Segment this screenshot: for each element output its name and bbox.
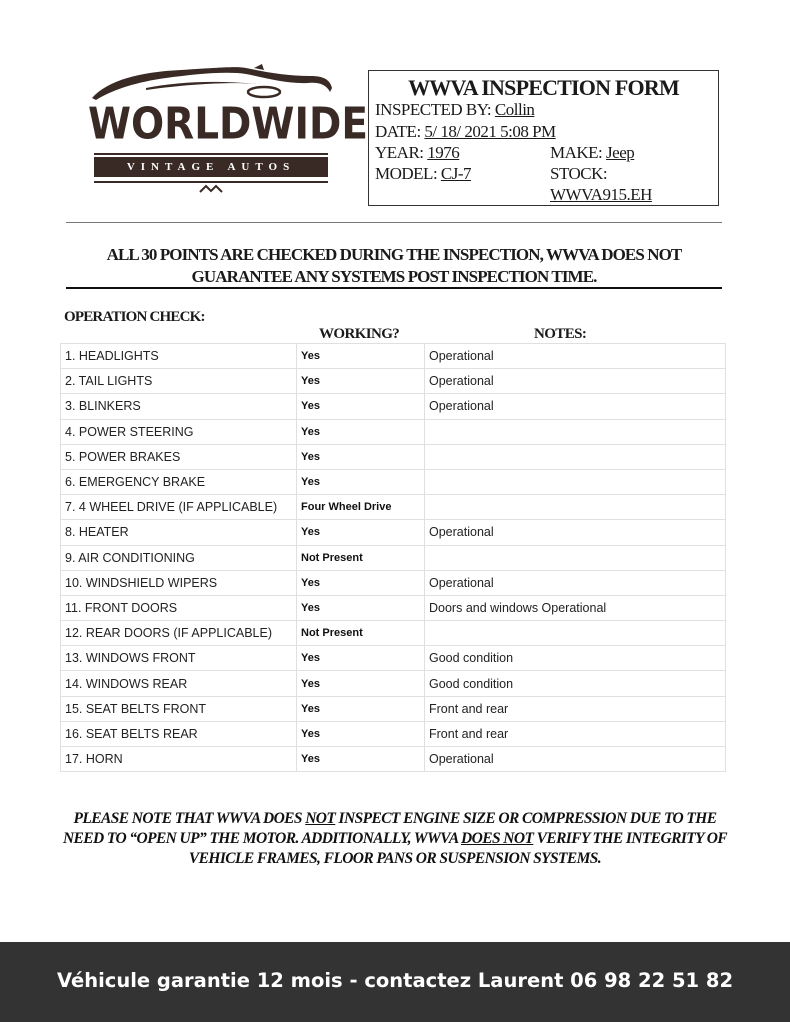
check-notes: Operational (425, 394, 726, 419)
logo-rule-top (94, 153, 328, 155)
check-notes: Doors and windows Operational (425, 595, 726, 620)
table-row (61, 469, 726, 494)
working-status: Yes (297, 520, 425, 545)
working-status: Yes (297, 444, 425, 469)
make-label: MAKE: (550, 143, 603, 162)
stock-value (550, 185, 652, 205)
logo-tagline-band (94, 157, 328, 177)
notice-line-1: ALL 30 POINTS ARE CHECKED DURING THE INSPECTION, WWVA DOES NOT (106, 245, 682, 264)
working-status: Yes (297, 696, 425, 721)
check-item: 9. AIR CONDITIONING (61, 545, 297, 570)
check-item: 17. HORN (61, 747, 297, 772)
working-status: Yes (297, 570, 425, 595)
year-field (375, 143, 459, 163)
inspection-header-box (368, 70, 719, 206)
check-item: 5. POWER BRAKES (61, 444, 297, 469)
inspected-by-field (375, 100, 534, 120)
notice-line-2: GUARANTEE ANY SYSTEMS POST INSPECTION TIME. (191, 267, 597, 286)
notice-rule (66, 287, 722, 289)
inspected-by-label: INSPECTED BY: (375, 100, 492, 119)
table-row (61, 545, 726, 570)
date-field (375, 122, 556, 142)
check-item: 15. SEAT BELTS FRONT (61, 696, 297, 721)
check-item: 1. HEADLIGHTS (61, 344, 297, 369)
working-status: Four Wheel Drive (297, 495, 425, 520)
year-value: 1976 (427, 143, 460, 162)
table-row (61, 721, 726, 746)
car-silhouette-icon (86, 62, 336, 102)
stock-label: STOCK: (550, 164, 608, 183)
check-notes: Operational (425, 570, 726, 595)
table-row (61, 495, 726, 520)
working-column-header: WORKING? (319, 326, 400, 342)
model-value: CJ-7 (440, 164, 472, 183)
logo-wordmark: WORLDWIDE (88, 99, 368, 150)
year-label: YEAR: (375, 143, 424, 162)
disclaimer-part-1: PLEASE NOTE THAT WWVA DOES (73, 810, 306, 827)
working-status: Yes (297, 369, 425, 394)
inspection-notice (66, 244, 722, 288)
logo-tagline: VINTAGE AUTOS (126, 161, 296, 173)
working-status: Yes (297, 721, 425, 746)
date-label: DATE: (375, 122, 421, 141)
table-row (61, 595, 726, 620)
disclaimer (60, 809, 730, 869)
working-status: Not Present (297, 545, 425, 570)
table-row (61, 671, 726, 696)
footer-banner (0, 942, 790, 1022)
check-notes: Operational (425, 747, 726, 772)
stock-number: WWVA915.EH (550, 185, 652, 204)
check-notes (425, 469, 726, 494)
check-notes (425, 621, 726, 646)
check-item: 13. WINDOWS FRONT (61, 646, 297, 671)
check-notes: Operational (425, 344, 726, 369)
table-row (61, 696, 726, 721)
header-divider (66, 222, 722, 223)
check-item: 2. TAIL LIGHTS (61, 369, 297, 394)
check-notes: Good condition (425, 646, 726, 671)
date-value: 5/ 18/ 2021 5:08 PM (424, 122, 556, 141)
check-item: 12. REAR DOORS (IF APPLICABLE) (61, 621, 297, 646)
disclaimer-part-3: INSPECT ENGINE SIZE OR COMPRESSION DUE TO THE NEED TO “OPEN UP” THE MOTOR. ADDITIONALLY, WWVA (62, 810, 717, 847)
table-row (61, 520, 726, 545)
working-status: Yes (297, 646, 425, 671)
check-notes: Front and rear (425, 721, 726, 746)
working-status: Yes (297, 671, 425, 696)
working-status: Yes (297, 469, 425, 494)
model-label: MODEL: (375, 164, 438, 183)
check-item: 16. SEAT BELTS REAR (61, 721, 297, 746)
check-notes: Good condition (425, 671, 726, 696)
check-notes (425, 444, 726, 469)
check-item: 8. HEATER (61, 520, 297, 545)
model-field (375, 164, 471, 184)
disclaimer-emphasis-not: NOT (305, 810, 336, 827)
table-row (61, 419, 726, 444)
make-field (550, 143, 634, 163)
make-value: Jeep (606, 143, 635, 162)
check-item: 4. POWER STEERING (61, 419, 297, 444)
company-logo (86, 62, 368, 197)
table-row (61, 344, 726, 369)
check-notes: Operational (425, 520, 726, 545)
check-item: 7. 4 WHEEL DRIVE (IF APPLICABLE) (61, 495, 297, 520)
check-item: 6. EMERGENCY BRAKE (61, 469, 297, 494)
disclaimer-emphasis-does-not: DOES NOT (461, 830, 534, 847)
check-notes (425, 545, 726, 570)
operation-check-heading: OPERATION CHECK: (64, 309, 205, 325)
check-notes: Operational (425, 369, 726, 394)
logo-ornament-icon (198, 184, 224, 194)
working-status: Yes (297, 595, 425, 620)
check-item: 3. BLINKERS (61, 394, 297, 419)
operation-check-table (60, 343, 726, 772)
table-row (61, 444, 726, 469)
check-notes: Front and rear (425, 696, 726, 721)
working-status: Yes (297, 344, 425, 369)
notes-column-header: NOTES: (534, 326, 587, 342)
logo-rule-bottom (94, 181, 328, 183)
disclaimer-part-5: VERIFY THE INTEGRITY OF VEHICLE FRAMES, FLOOR PANS OR SUSPENSION SYSTEMS. (188, 830, 728, 867)
table-row (61, 621, 726, 646)
table-row (61, 747, 726, 772)
working-status: Not Present (297, 621, 425, 646)
working-status: Yes (297, 419, 425, 444)
check-item: 11. FRONT DOORS (61, 595, 297, 620)
check-item: 14. WINDOWS REAR (61, 671, 297, 696)
check-notes (425, 419, 726, 444)
form-title: WWVA INSPECTION FORM (408, 75, 679, 100)
check-item: 10. WINDSHIELD WIPERS (61, 570, 297, 595)
check-notes (425, 495, 726, 520)
working-status: Yes (297, 747, 425, 772)
table-row (61, 369, 726, 394)
table-row (61, 646, 726, 671)
inspected-by-value: Collin (494, 100, 535, 119)
working-status: Yes (297, 394, 425, 419)
table-row (61, 394, 726, 419)
table-row (61, 570, 726, 595)
footer-contact-text: Véhicule garantie 12 mois - contactez Laurent 06 98 22 51 82 (56, 969, 734, 992)
